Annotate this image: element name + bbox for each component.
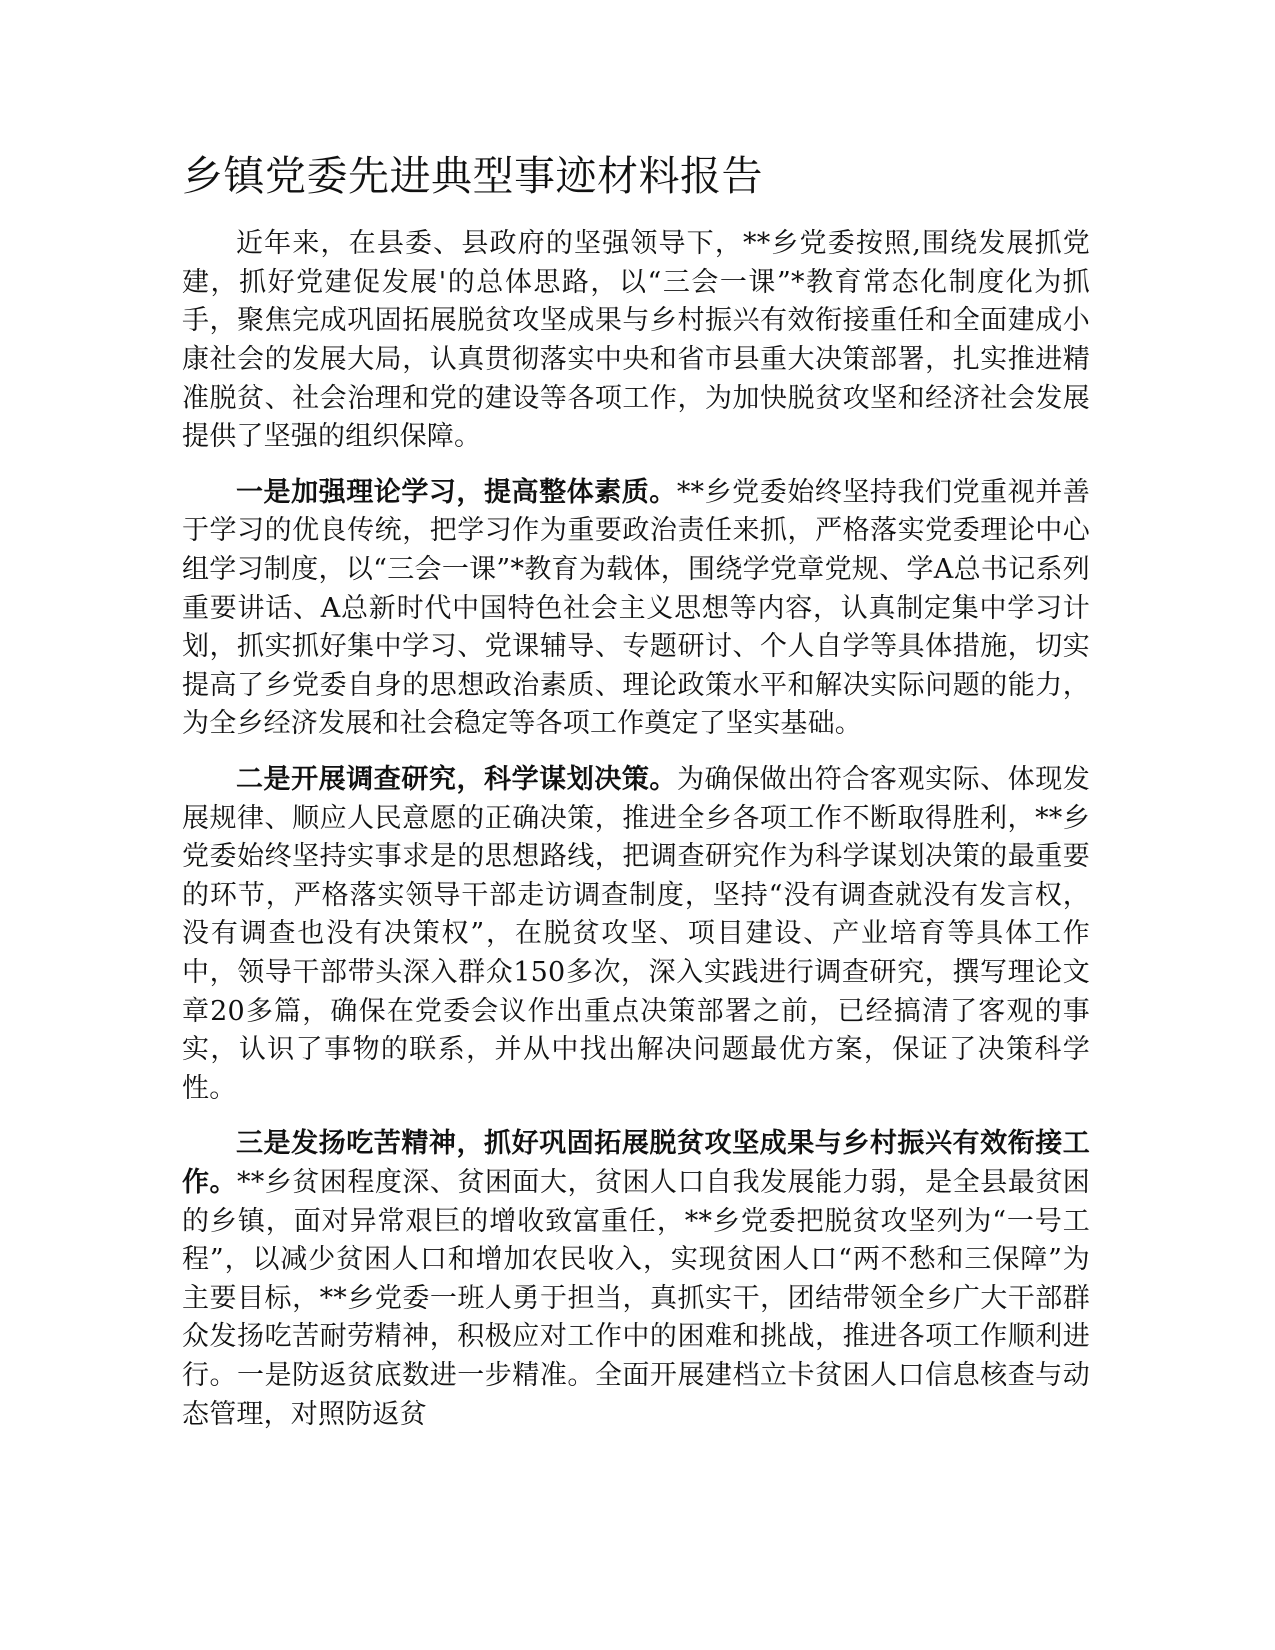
paragraph-body: 近年来，在县委、县政府的坚强领导下，**乡党委按照,围绕发展抓党建，抓好党建促发展'的总体思路，以“三会一课”*教育常态化制度化为抓手，聚焦完成巩固拓展脱贫攻坚成果与乡村振兴有效衔接重任和全面建成小康社会的发展大局，认真贯彻落实中央和省市县重大决策部署，扎实推进精准脱贫、社会治理和党的建设等各项工作，为加快脱贫攻坚和经济社会发展提供了坚强的组织保障。 <box>182 228 1090 453</box>
document-page <box>182 150 1090 1451</box>
paragraph-body: 为确保做出符合客观实际、体现发展规律、顺应人民意愿的正确决策，推进全乡各项工作不断取得胜利，**乡党委始终坚持实事求是的思想路线，把调查研究作为科学谋划决策的最重要的环节，严格落实领导干部走访调查制度，坚持“没有调查就没有发言权，没有调查也没有决策权”，在脱贫攻坚、项目建设、产业培育等具体工作中，领导干部带头深入群众150多次，深入实践进行调查研究，撰写理论文章20多篇，确保在党委会议作出重点决策部署之前，已经搞清了客观的事实，认识了事物的联系，并从中找出解决问题最优方案，保证了决策科学性。 <box>182 764 1091 1104</box>
document-title: 乡镇党委先进典型事迹材料报告 <box>182 152 763 200</box>
paragraph-theory-study <box>182 474 1090 744</box>
paragraph-lead: 三是发扬吃苦精神，抓好巩固拓展脱贫攻坚成果与乡村振兴有效衔接工作。 <box>182 1128 1090 1198</box>
paragraph-lead: 二是开展调查研究，科学谋划决策。 <box>236 764 677 796</box>
paragraph-poverty-alleviation <box>182 1125 1090 1434</box>
paragraph-intro <box>182 225 1090 457</box>
paragraph-lead: 一是加强理论学习，提高整体素质。 <box>236 476 677 508</box>
paragraph-body: **乡贫困程度深、贫困面大，贫困人口自我发展能力弱，是全县最贫困的乡镇，面对异常艰巨的增收致富重任，**乡党委把脱贫攻坚列为“一号工程”，以减少贫困人口和增加农民收入，实现贫困人口“两不愁和三保障”为主要目标，**乡党委一班人勇于担当，真抓实干，团结带领全乡广大干部群众发扬吃苦耐劳精神，积极应对工作中的困难和挑战，推进各项工作顺利进行。一是防返贫底数进一步精准。全面开展建档立卡贫困人口信息核查与动态管理，对照防返贫 <box>182 1166 1090 1430</box>
paragraph-research <box>182 761 1090 1108</box>
paragraph-body: **乡党委始终坚持我们党重视并善于学习的优良传统，把学习作为重要政治责任来抓，严格落实党委理论中心组学习制度，以“三会一课”*教育为载体，围绕学党章党规、学A总书记系列重要讲话、A总新时代中国特色社会主义思想等内容，认真制定集中学习计划，抓实抓好集中学习、党课辅导、专题研讨、个人自学等具体措施，切实提高了乡党委自身的思想政治素质、理论政策水平和解决实际问题的能力，为全乡经济发展和社会稳定等各项工作奠定了坚实基础。 <box>182 476 1091 740</box>
